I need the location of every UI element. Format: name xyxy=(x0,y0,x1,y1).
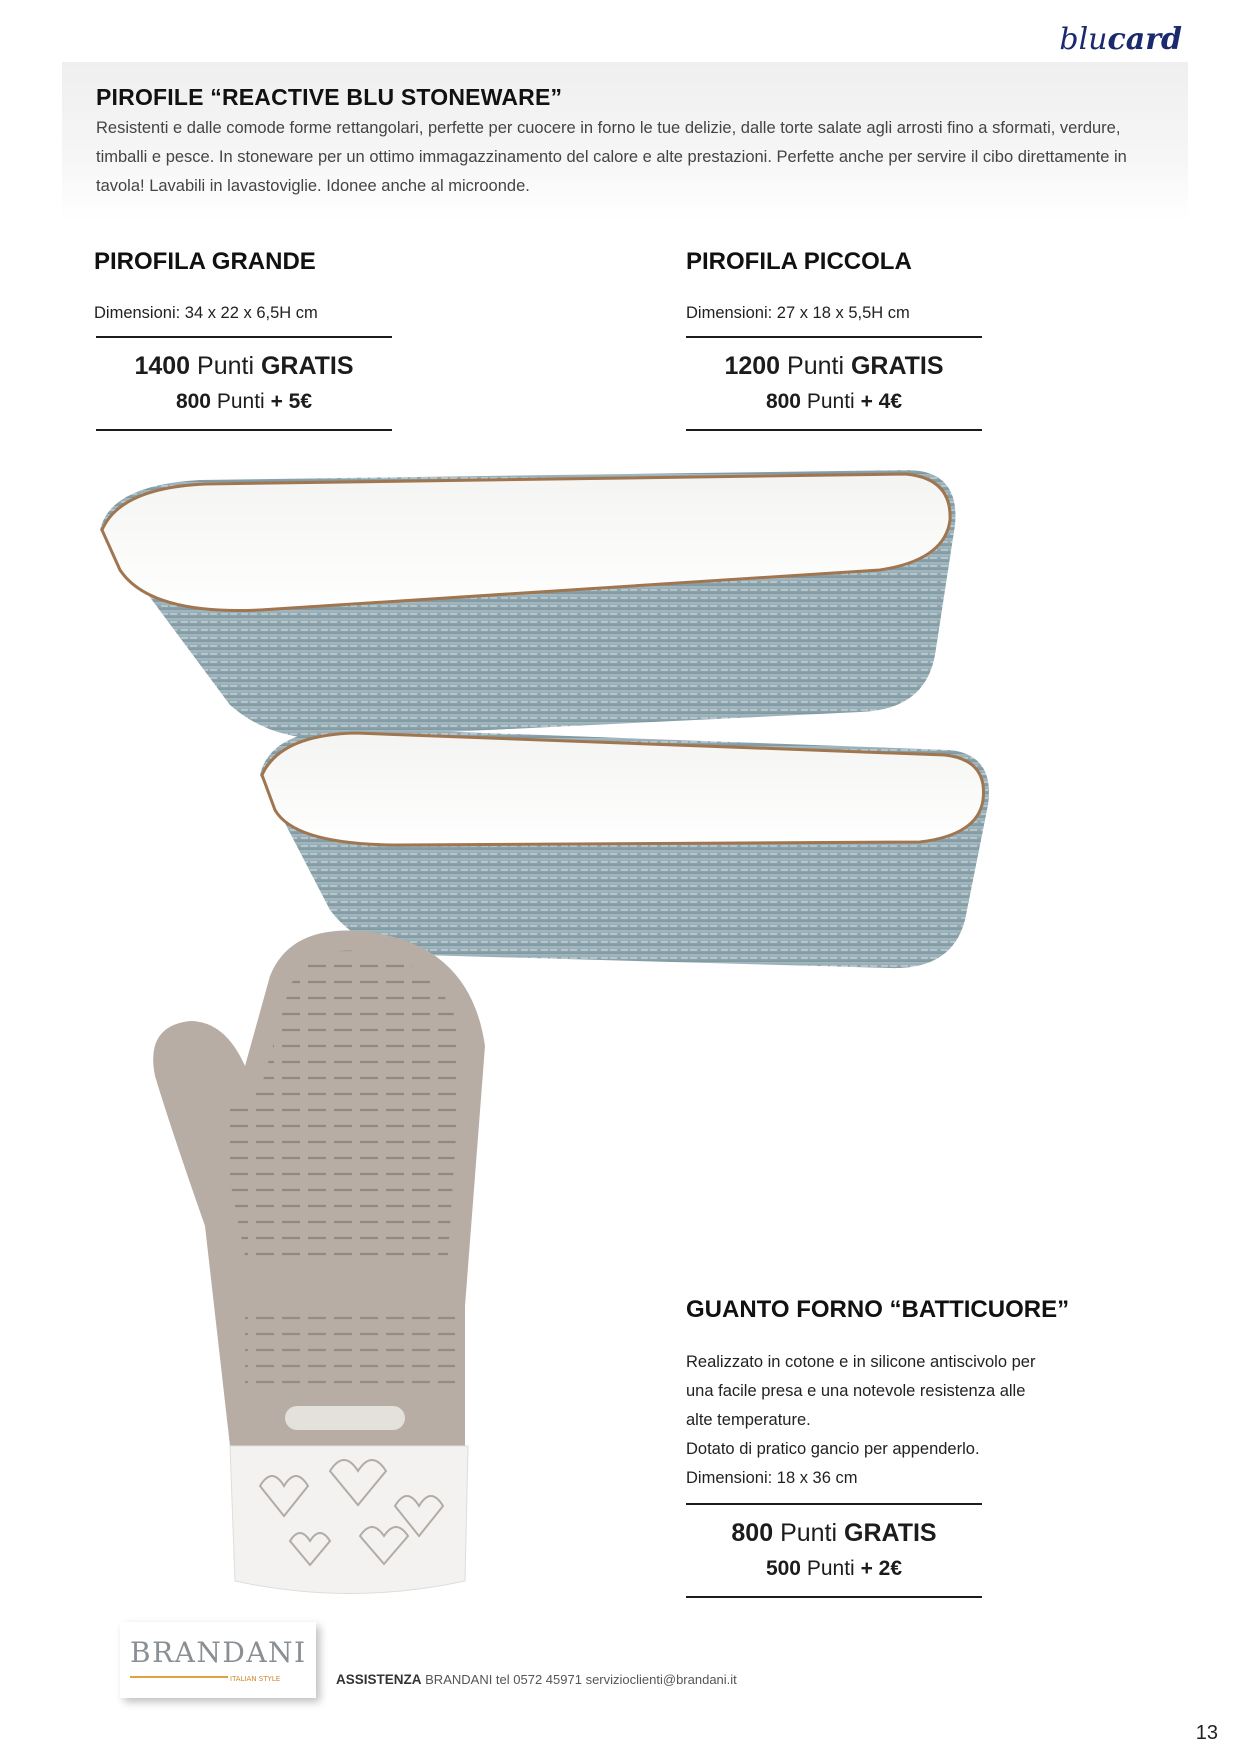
price-sub-piccola xyxy=(686,390,982,414)
unit-sub-guanto: Punti xyxy=(806,1557,855,1580)
price-sub-guanto xyxy=(686,1557,982,1581)
intro-text: Resistenti e dalle comode forme rettangolari, perfette per cuocere in forno le tue delizie, dalle torte salate agli arrosti fino a sformati, verdure, timballi e pesce. In stoneware per un ottimo immagazzinamento del calore e alte prestazioni. Perfette anche per servire il cibo direttamente in tavola! Lavabili in lavastoviglie. Idonee anche al microonde. xyxy=(96,119,1127,195)
assistance-label: ASSISTENZA xyxy=(336,1672,422,1687)
intro-title: PIROFILE “REACTIVE BLU STONEWARE” xyxy=(96,84,563,110)
product-title-guanto: GUANTO FORNO “BATTICUORE” xyxy=(686,1296,1070,1323)
points-sub-piccola: 800 xyxy=(765,390,801,413)
rule-bottom-grande xyxy=(96,429,392,431)
plus-sub-guanto: + 2€ xyxy=(860,1557,903,1580)
large-dish xyxy=(100,470,955,738)
assistance-info xyxy=(336,1672,737,1687)
rule-top-piccola xyxy=(686,336,982,338)
blucard-logo xyxy=(1059,22,1182,57)
rule-top-grande xyxy=(96,336,392,338)
unit-main-piccola: Punti xyxy=(787,352,844,380)
points-sub-grande: 800 xyxy=(175,390,211,413)
points-main-piccola: 1200 xyxy=(724,352,781,380)
unit-sub-grande: Punti xyxy=(216,390,265,413)
points-main-grande: 1400 xyxy=(134,352,191,380)
assistance-contact: BRANDANI tel 0572 45971 servizioclienti@brandani.it xyxy=(425,1672,737,1687)
brandani-logo-tagline: ITALIAN STYLE xyxy=(230,1675,281,1683)
desc-line: una facile presa e una notevole resistenza alle xyxy=(686,1382,1026,1400)
unit-main-grande: Punti xyxy=(197,352,254,380)
dims-grande: Dimensioni: 34 x 22 x 6,5H cm xyxy=(94,304,318,322)
label-main-piccola: GRATIS xyxy=(850,352,944,380)
points-sub-guanto: 500 xyxy=(765,1557,801,1580)
logo-blu: blu xyxy=(1059,22,1108,57)
rule-top-guanto xyxy=(686,1503,982,1505)
price-main-grande xyxy=(96,352,392,381)
plus-sub-grande: + 5€ xyxy=(270,390,313,413)
unit-sub-piccola: Punti xyxy=(806,390,855,413)
brandani-logo-text: BRANDANI xyxy=(130,1636,307,1669)
label-main-guanto: GRATIS xyxy=(844,1519,937,1547)
price-main-guanto xyxy=(686,1519,982,1548)
price-main-piccola xyxy=(686,352,982,381)
rule-bottom-piccola xyxy=(686,429,982,431)
desc-line: Realizzato in cotone e in silicone antiscivolo per xyxy=(686,1353,1036,1371)
logo-card: card xyxy=(1107,22,1182,57)
oven-mitt-image xyxy=(150,926,490,1606)
rule-bottom-guanto xyxy=(686,1596,982,1598)
product-title-grande: PIROFILA GRANDE xyxy=(94,248,316,275)
desc-line: Dimensioni: 18 x 36 cm xyxy=(686,1469,858,1487)
brandani-logo xyxy=(120,1622,316,1698)
price-sub-grande xyxy=(96,390,392,414)
brandani-logo-line xyxy=(130,1676,228,1678)
hook-tab xyxy=(285,1406,405,1430)
points-main-guanto: 800 xyxy=(731,1519,774,1547)
dims-piccola: Dimensioni: 27 x 18 x 5,5H cm xyxy=(686,304,910,322)
desc-guanto xyxy=(686,1348,1035,1493)
desc-line: alte temperature. xyxy=(686,1411,811,1429)
desc-line: Dotato di pratico gancio per appenderlo. xyxy=(686,1440,980,1458)
unit-main-guanto: Punti xyxy=(780,1519,838,1547)
product-title-piccola: PIROFILA PICCOLA xyxy=(686,248,912,275)
plus-sub-piccola: + 4€ xyxy=(860,390,903,413)
label-main-grande: GRATIS xyxy=(260,352,354,380)
page-number: 13 xyxy=(1195,1722,1218,1744)
